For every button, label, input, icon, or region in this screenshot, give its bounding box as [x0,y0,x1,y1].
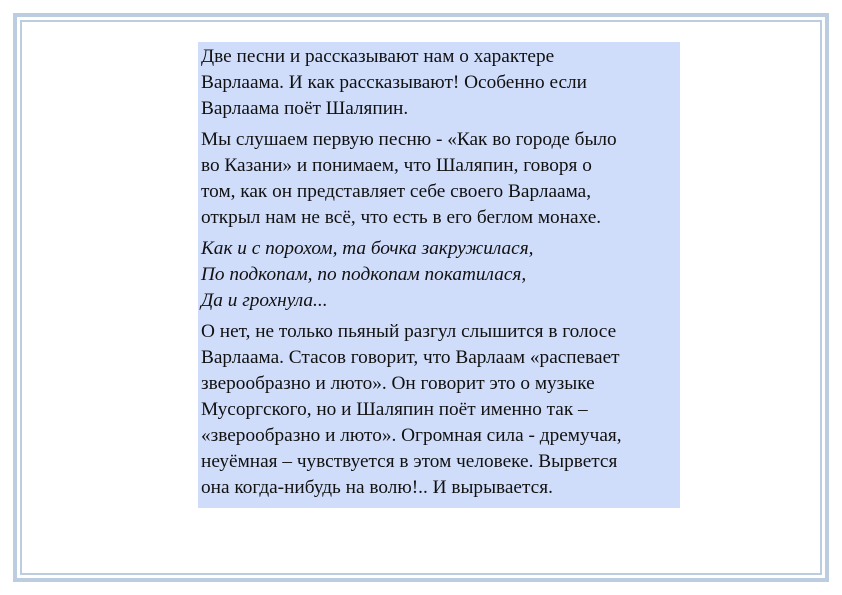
text-line: она когда-нибудь на волю!.. И вырывается. [201,477,553,498]
text-line: Мусоргского, но и Шаляпин поёт именно так – [201,399,588,420]
text-line: Варлаама поёт Шаляпин. [201,98,409,119]
text-line: том, как он представляет себе своего Варлаама, [201,181,592,202]
text-line: зверообразно и люто». Он говорит это о музыке [201,373,595,394]
verse-line: По подкопам, по подкопам покатилася, [201,264,527,285]
text-line: неуёмная – чувствуется в этом человеке. Вырвется [201,451,618,472]
text-line: открыл нам не всё, что есть в его беглом монахе. [201,207,602,228]
paragraph-intro [201,42,677,122]
paragraph-closing [201,319,677,501]
verse-line: Да и грохнула... [201,290,328,311]
text-box [198,42,680,508]
text-line: Варлаама. Стасов говорит, что Варлаам «распевает [201,347,620,368]
text-line: Мы слушаем первую песню - «Как во городе было [201,129,617,150]
paragraph-first-song [201,127,677,231]
text-line: Две песни и рассказывают нам о характере [201,46,555,67]
text-line: Варлаама. И как рассказывают! Особенно если [201,72,587,93]
verse-line: Как и с порохом, та бочка закружилася, [201,238,534,259]
text-line: О нет, не только пьяный разгул слышится в голосе [201,321,617,342]
text-line: во Казани» и понимаем, что Шаляпин, говоря о [201,155,592,176]
verse-quote [201,236,677,314]
text-line: «зверообразно и люто». Огромная сила - дремучая, [201,425,622,446]
